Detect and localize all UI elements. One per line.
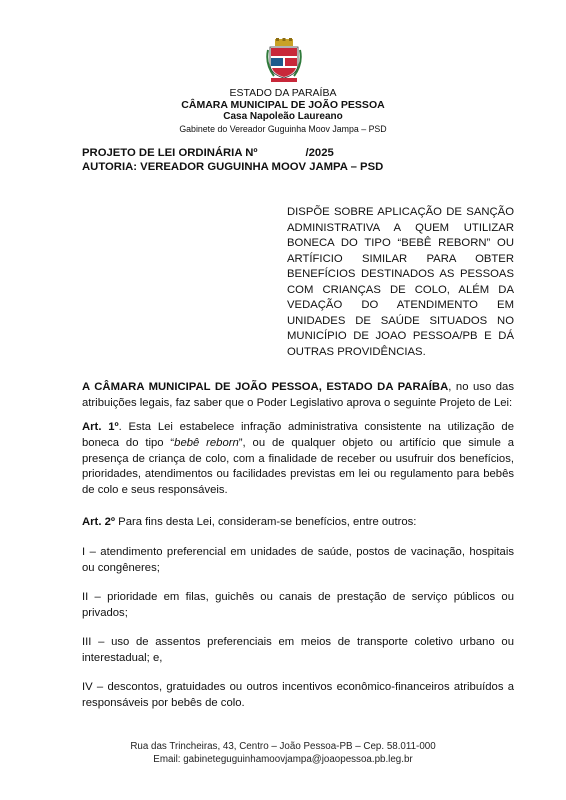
article-1-italic: bebê reborn [174, 436, 239, 449]
article-2 [82, 515, 514, 531]
project-authorship: AUTORIA: VEREADOR GUGUINHA MOOV JAMPA – PSD [82, 161, 384, 173]
header-house: Casa Napoleão Laureano [223, 111, 343, 122]
article-1-label: Art. 1º [82, 421, 119, 433]
list-item-iv: IV – descontos, gratuidades ou outros incentivos econômico-financeiros atribuídos a responsáveis por bebês de colo. [82, 681, 514, 709]
footer-email: Email: gabineteguguinhamoovjampa@joaopessoa.pb.leg.br [153, 754, 413, 765]
header-office: Gabinete do Vereador Guguinha Moov Jampa – PSD [179, 124, 387, 134]
list-item-i: I – atendimento preferencial em unidades de saúde, postos de vacinação, hospitais ou congêneres; [82, 546, 514, 574]
article-2-label: Art. 2º [82, 516, 116, 528]
preamble [82, 380, 514, 412]
list-item-iii: III – uso de assentos preferenciais em meios de transporte coletivo urbano ou interestadual; e, [82, 636, 514, 664]
header-chamber: CÂMARA MUNICIPAL DE JOÃO PESSOA [181, 99, 385, 111]
article-1-text-b: ”, ou de qualquer objeto ou artifício que simule a presença de criança de colo, com a finalidade de receber ou usufruir dos benefícios, prioridades, atendimentos ou facilidades previstas em lei ou regulamento para bebês de colo e seus responsáveis. [82, 436, 514, 497]
project-number: /2025 [305, 147, 334, 159]
article-1-text-a: . Esta Lei estabelece infração administrativa consistente na utilização de boneca do tipo “ [82, 421, 514, 449]
header-state: ESTADO DA PARAÍBA [229, 87, 337, 99]
project-title: PROJETO DE LEI ORDINÁRIA Nº [82, 147, 258, 159]
article-2-text: Para fins desta Lei, consideram-se benefícios, entre outros: [115, 516, 417, 528]
ementa: DISPÕE SOBRE APLICAÇÃO DE SANÇÃO ADMINISTRATIVA A QUEM UTILIZAR BONECA DO TIPO “BEBÊ REBORN” OU ARTÍFICIO SIMILAR PARA OBTER BENEFÍCIOS DESTINADOS AS PESSOAS COM CRIANÇAS DE COLO, ALÉM DA VEDAÇÃO DO ATENDIMENTO EM UNIDADES DE SAÚDE SITUADOS NO MUNICÍPIO DE JOAO PESSOA/PB E DÁ OUTRAS PROVIDÊNCIAS. [287, 206, 514, 358]
article-1 [82, 420, 514, 499]
list-item-ii: II – prioridade em filas, guichês ou canais de prestação de serviço públicos ou privados; [82, 591, 514, 619]
coat-of-arms-icon [266, 38, 302, 84]
preamble-bold: A CÂMARA MUNICIPAL DE JOÃO PESSOA, ESTADO DA PARAÍBA [82, 381, 449, 393]
preamble-text: , no uso das atribuições legais, faz saber que o Poder Legislativo aprova o seguinte Projeto de Lei: [82, 381, 514, 409]
project-title-line [82, 147, 334, 159]
footer-address: Rua das Trincheiras, 43, Centro – João Pessoa-PB – Cep. 58.011-000 [130, 741, 436, 752]
